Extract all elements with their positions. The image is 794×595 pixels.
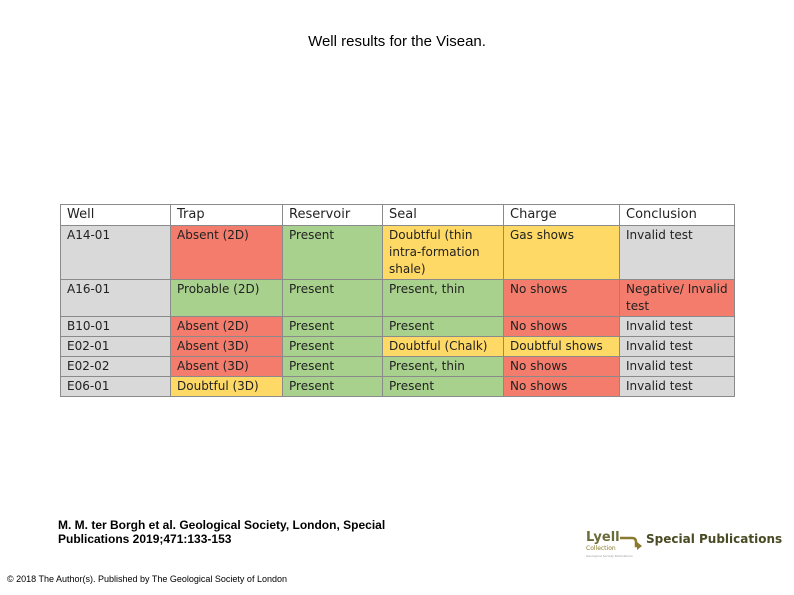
cell-reservoir: Present bbox=[283, 337, 383, 357]
cell-conclusion: Invalid test bbox=[620, 226, 735, 280]
table-header-row bbox=[61, 205, 735, 226]
cell-seal: Present bbox=[383, 317, 504, 337]
cell-trap: Doubtful (3D) bbox=[171, 377, 283, 397]
cell-well: B10-01 bbox=[61, 317, 171, 337]
header-trap: Trap bbox=[171, 205, 283, 226]
cell-charge: No shows bbox=[504, 280, 620, 317]
cell-conclusion: Negative/ Invalid test bbox=[620, 280, 735, 317]
header-conclusion: Conclusion bbox=[620, 205, 735, 226]
cell-reservoir: Present bbox=[283, 377, 383, 397]
cell-reservoir: Present bbox=[283, 357, 383, 377]
cell-trap: Absent (2D) bbox=[171, 317, 283, 337]
cell-well: E02-01 bbox=[61, 337, 171, 357]
cell-charge: Gas shows bbox=[504, 226, 620, 280]
copyright-text: © 2018 The Author(s). Published by The Geological Society of London bbox=[7, 574, 287, 584]
table-row bbox=[61, 357, 735, 377]
cell-charge: No shows bbox=[504, 377, 620, 397]
cell-well: A16-01 bbox=[61, 280, 171, 317]
logo-collection: Collection bbox=[586, 545, 616, 552]
cell-conclusion: Invalid test bbox=[620, 337, 735, 357]
cell-conclusion: Invalid test bbox=[620, 377, 735, 397]
header-charge: Charge bbox=[504, 205, 620, 226]
logo-subtitle: Geological Society Publications bbox=[586, 554, 633, 558]
cell-trap: Probable (2D) bbox=[171, 280, 283, 317]
cell-reservoir: Present bbox=[283, 317, 383, 337]
arrow-icon bbox=[618, 532, 644, 552]
cell-trap: Absent (2D) bbox=[171, 226, 283, 280]
cell-charge: No shows bbox=[504, 317, 620, 337]
table-row bbox=[61, 317, 735, 337]
cell-reservoir: Present bbox=[283, 226, 383, 280]
header-seal: Seal bbox=[383, 205, 504, 226]
slide-title: Well results for the Visean. bbox=[308, 33, 486, 50]
cell-seal: Present bbox=[383, 377, 504, 397]
cell-conclusion: Invalid test bbox=[620, 357, 735, 377]
header-reservoir: Reservoir bbox=[283, 205, 383, 226]
logo-brand: Lyell bbox=[586, 530, 620, 545]
well-results-table bbox=[60, 204, 735, 397]
cell-seal: Doubtful (thin intra-formation shale) bbox=[383, 226, 504, 280]
cell-well: E02-02 bbox=[61, 357, 171, 377]
cell-seal: Doubtful (Chalk) bbox=[383, 337, 504, 357]
table-row bbox=[61, 226, 735, 280]
table-row bbox=[61, 280, 735, 317]
cell-conclusion: Invalid test bbox=[620, 317, 735, 337]
cell-well: A14-01 bbox=[61, 226, 171, 280]
cell-well: E06-01 bbox=[61, 377, 171, 397]
header-well: Well bbox=[61, 205, 171, 226]
cell-seal: Present, thin bbox=[383, 357, 504, 377]
publisher-logo[interactable] bbox=[584, 530, 783, 562]
cell-trap: Absent (3D) bbox=[171, 357, 283, 377]
cell-charge: Doubtful shows bbox=[504, 337, 620, 357]
logo-series: Special Publications bbox=[646, 532, 783, 546]
cell-charge: No shows bbox=[504, 357, 620, 377]
citation-text: M. M. ter Borgh et al. Geological Society, London, Special Publications 2019;471:133-153 bbox=[58, 518, 386, 546]
cell-trap: Absent (3D) bbox=[171, 337, 283, 357]
cell-seal: Present, thin bbox=[383, 280, 504, 317]
table-row bbox=[61, 337, 735, 357]
table-row bbox=[61, 377, 735, 397]
cell-reservoir: Present bbox=[283, 280, 383, 317]
